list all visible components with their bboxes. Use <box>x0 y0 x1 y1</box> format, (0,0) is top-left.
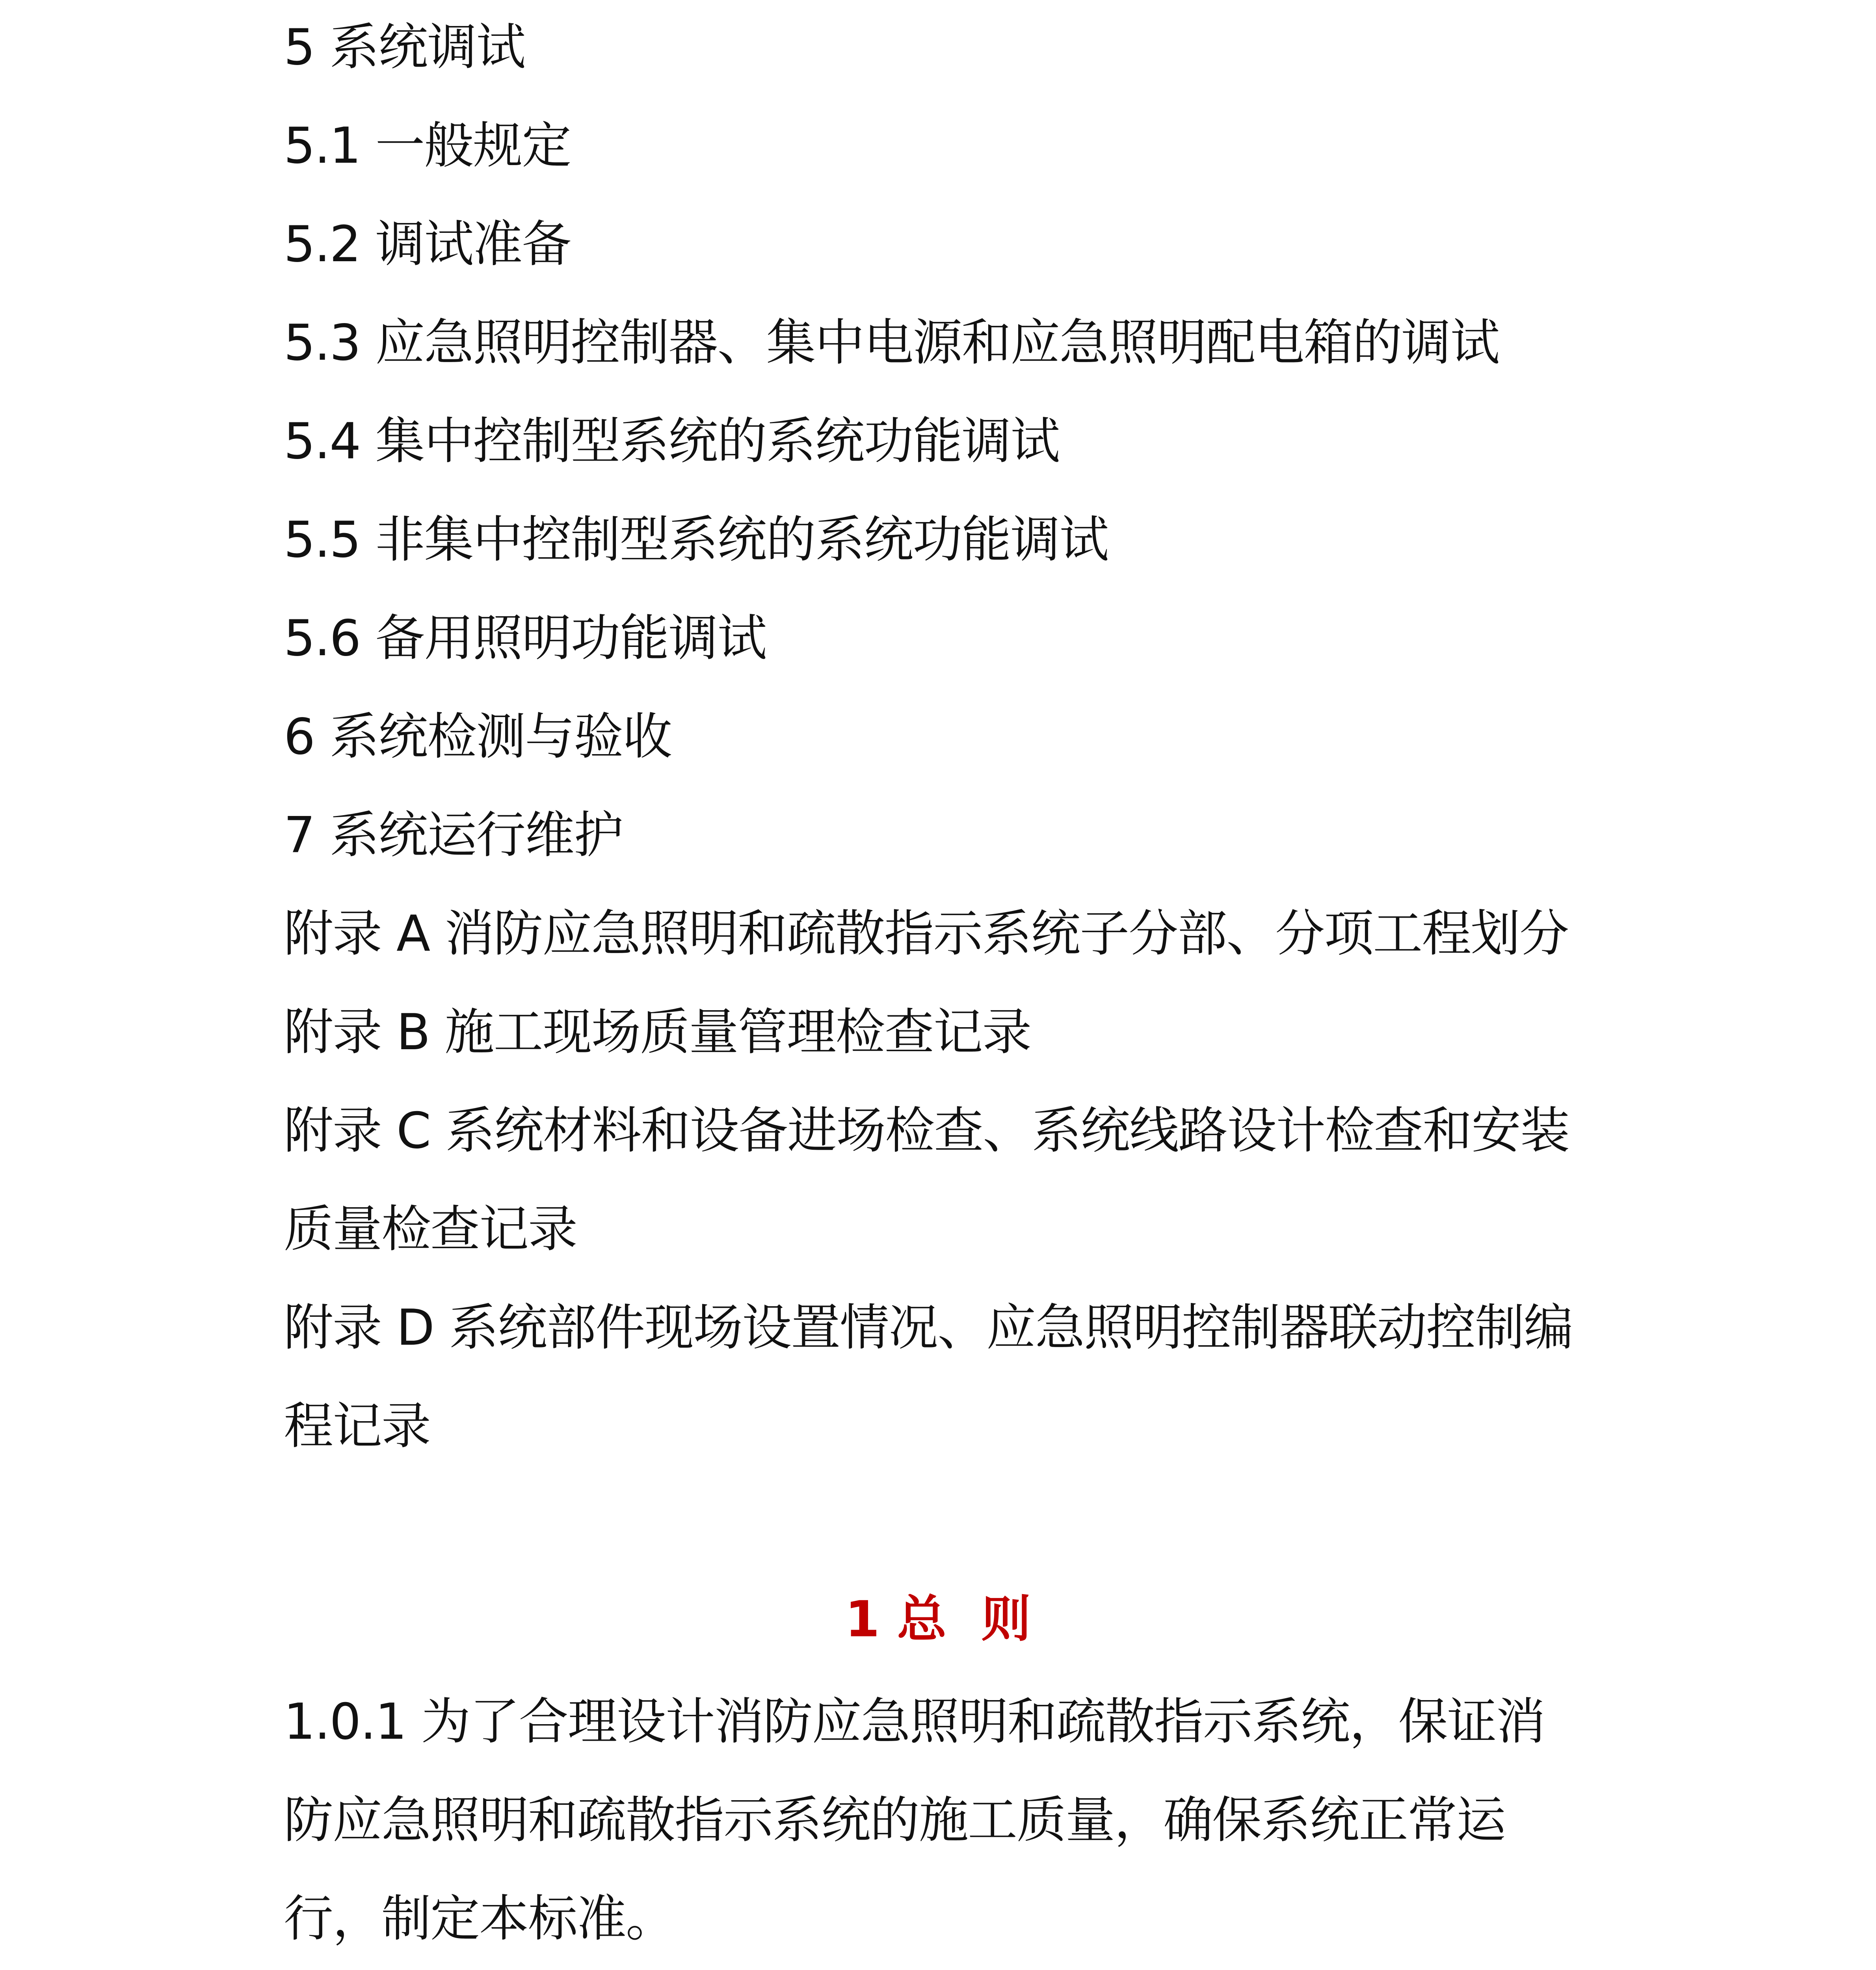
toc-entry-6: 6 系统检测与验收 <box>284 708 672 766</box>
toc-entry-appendix-a: 附录 A 消防应急照明和疏散指示系统子分部、分项工程划分 <box>284 905 1569 963</box>
toc-entry-5-6: 5.6 备用照明功能调试 <box>284 609 766 667</box>
toc-entry-appendix-d: 附录 D 系统部件现场设置情况、应急照明控制器联动控制编 <box>284 1299 1573 1357</box>
toc-entry-appendix-b: 附录 B 施工现场质量管理检查记录 <box>284 1003 1031 1061</box>
toc-entry-appendix-d-cont: 程记录 <box>284 1397 430 1455</box>
toc-entry-5-2: 5.2 调试准备 <box>284 215 571 273</box>
toc-entry-5-3: 5.3 应急照明控制器、集中电源和应急照明配电箱的调试 <box>284 314 1499 372</box>
toc-entry-7: 7 系统运行维护 <box>284 806 623 864</box>
toc-entry-5: 5 系统调试 <box>284 18 525 76</box>
toc-entry-appendix-c: 附录 C 系统材料和设备进场检查、系统线路设计检查和安装 <box>284 1102 1569 1160</box>
toc-entry-appendix-c-cont: 质量检查记录 <box>284 1200 577 1258</box>
clause-1-0-1-line-1: 1.0.1 为了合理设计消防应急照明和疏散指示系统，保证消 <box>284 1693 1545 1751</box>
toc-entry-5-1: 5.1 一般规定 <box>284 117 571 175</box>
clause-1-0-1-line-2: 防应急照明和疏散指示系统的施工质量，确保系统正常运 <box>284 1791 1505 1849</box>
toc-entry-5-5: 5.5 非集中控制型系统的系统功能调试 <box>284 511 1108 569</box>
toc-entry-5-4: 5.4 集中控制型系统的系统功能调试 <box>284 412 1060 470</box>
chapter-heading: 1 总 则 <box>845 1590 1031 1648</box>
clause-1-0-1-line-3: 行，制定本标准。 <box>284 1890 675 1948</box>
